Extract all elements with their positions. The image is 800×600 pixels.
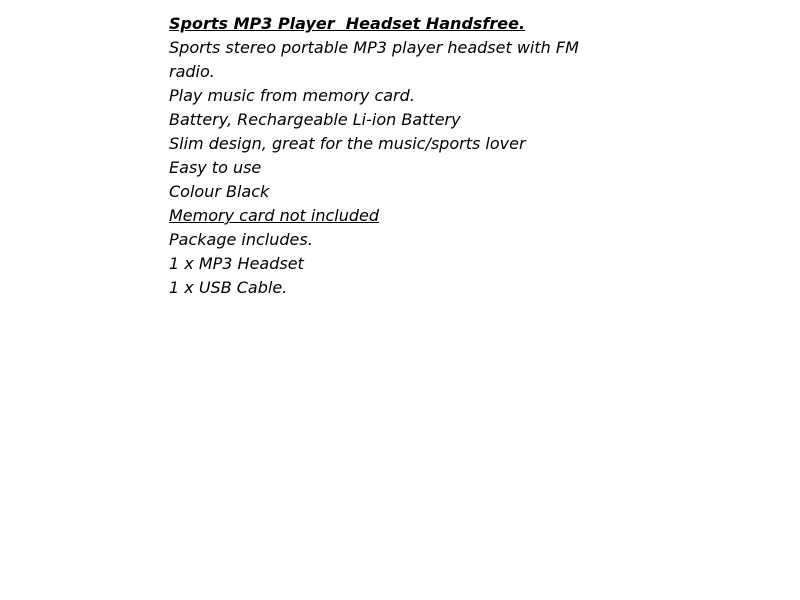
package-item: 1 x USB Cable. xyxy=(169,278,288,297)
feature-line: radio. xyxy=(169,62,215,81)
package-item: 1 x MP3 Headset xyxy=(169,254,304,273)
product-title: Sports MP3 Player Headset Handsfree. xyxy=(169,14,526,33)
feature-line: Easy to use xyxy=(169,158,262,177)
feature-line: Play music from memory card. xyxy=(169,86,415,105)
feature-line: Battery, Rechargeable Li-ion Battery xyxy=(169,110,461,129)
product-description xyxy=(169,12,769,300)
feature-line: Colour Black xyxy=(169,182,270,201)
feature-line: Slim design, great for the music/sports lover xyxy=(169,134,526,153)
memory-card-notice: Memory card not included xyxy=(169,206,379,225)
feature-line: Sports stereo portable MP3 player headset with FM xyxy=(169,38,579,57)
package-heading: Package includes. xyxy=(169,230,313,249)
